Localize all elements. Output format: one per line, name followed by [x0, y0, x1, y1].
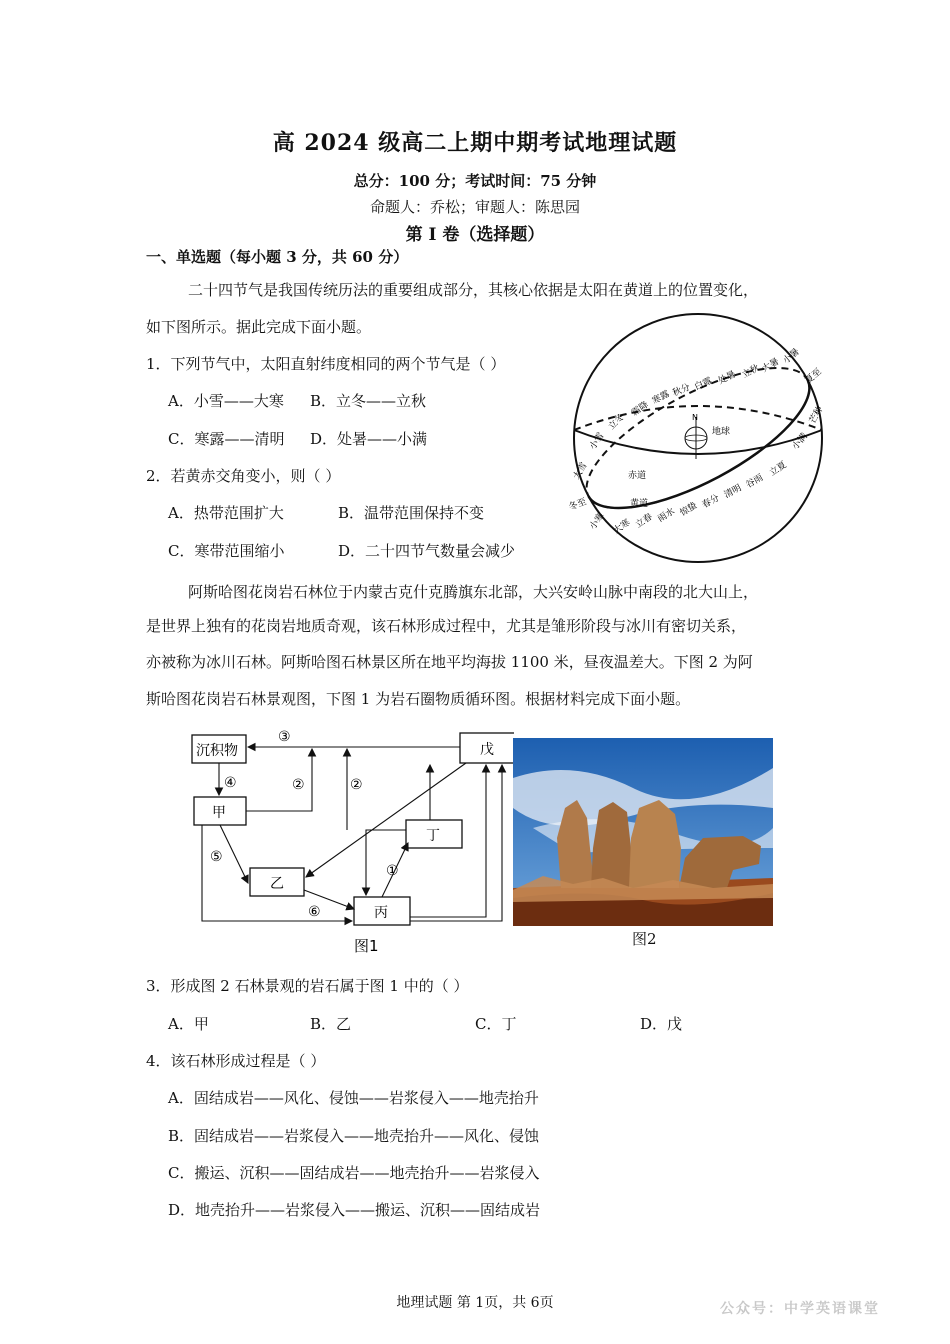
q1-option-b[interactable]: B．立冬——立秋	[310, 392, 427, 410]
term-chunfen: 春分	[700, 493, 722, 511]
authors: 命题人：乔松；审题人：陈思园	[369, 198, 580, 216]
label-n3: ③	[278, 729, 291, 745]
term-dongzhi: 冬至	[567, 497, 588, 513]
passage1-line2: 如下图所示。据此完成下面小题。	[146, 318, 372, 336]
q4-option-a[interactable]: A．固结成岩——风化、侵蚀——岩浆侵入——地壳抬升	[168, 1089, 539, 1107]
rock-cycle-diagram	[184, 725, 514, 960]
watermark: 公众号：中学英语课堂	[720, 1301, 880, 1317]
q3-option-c[interactable]: C．丁	[475, 1015, 517, 1033]
term-dahan: 大寒	[611, 517, 633, 537]
term-dashu: 大暑	[760, 356, 782, 375]
term-xiaoman: 小满	[790, 431, 810, 452]
label-n6: ⑥	[308, 904, 321, 920]
page-footer: 地理试题 第 1页，共 6页	[396, 1295, 554, 1311]
term-liqiu: 立秋	[740, 363, 762, 381]
fig2-caption: 图2	[632, 930, 657, 948]
label-sediment: 沉积物	[196, 743, 238, 759]
q1-option-a[interactable]: A．小雪——大寒	[168, 392, 284, 410]
term-qingming: 清明	[722, 483, 744, 501]
label-ding: 丁	[426, 828, 440, 844]
term-qiufen: 秋分	[671, 382, 692, 399]
term-lichun: 立春	[634, 512, 655, 531]
q2-option-b[interactable]: B．温带范围保持不变	[338, 504, 485, 522]
label-n2b: ②	[350, 777, 363, 793]
q3-option-a[interactable]: A．甲	[168, 1015, 209, 1033]
term-xiaoshu: 小暑	[781, 347, 802, 367]
label-n1: ①	[386, 863, 399, 879]
passage2-line1: 阿斯哈图花岗岩石林位于内蒙古克什克腾旗东北部，大兴安岭山脉中南段的北大山上，	[188, 583, 759, 601]
stone-forest-photo	[513, 738, 773, 926]
north-label: N	[692, 413, 698, 422]
label-yi: 乙	[270, 876, 284, 892]
q1-option-c[interactable]: C．寒露——清明	[168, 430, 285, 448]
q4-option-c[interactable]: C．搬运、沉积——固结成岩——地壳抬升——岩浆侵入	[168, 1164, 540, 1182]
term-chushu: 处暑	[716, 369, 738, 387]
q3-option-b[interactable]: B．乙	[310, 1015, 352, 1033]
label-bing: 丙	[374, 905, 388, 921]
passage2-line4: 斯哈图花岗岩石林景观图，下图 1 为岩石圈物质循环图。根据材料完成下面小题。	[146, 690, 691, 708]
term-mangzhong: 芒种	[807, 404, 826, 426]
label-wu: 戊	[480, 742, 494, 758]
q4-option-d[interactable]: D．地壳抬升——岩浆侵入——搬运、沉积——固结成岩	[168, 1201, 541, 1219]
term-yushui: 雨水	[656, 506, 677, 525]
equator-label: 赤道	[628, 471, 647, 481]
exam-title: 高 2024 级高二上期中期考试地理试题	[272, 130, 678, 156]
term-hanlu: 寒露	[650, 389, 672, 407]
ecliptic-label: 黄道	[630, 499, 649, 509]
label-n5: ⑤	[210, 849, 223, 865]
passage2-line3: 亦被称为冰川石林。阿斯哈图石林景区所在地平均海拔 1100 米，昼夜温差大。下图 2 为阿	[146, 653, 753, 671]
q3-stem: 3．形成图 2 石林景观的岩石属于图 1 中的（ ）	[146, 977, 469, 995]
q3-option-d[interactable]: D．戊	[640, 1015, 683, 1033]
passage1-line1: 二十四节气是我国传统历法的重要组成部分，其核心依据是太阳在黄道上的位置变化，	[188, 281, 759, 299]
earth-label: 地球	[712, 427, 731, 437]
q1-stem: 1．下列节气中，太阳直射纬度相同的两个节气是（ ）	[146, 355, 506, 373]
label-n2a: ②	[292, 777, 305, 793]
q4-stem: 4．该石林形成过程是（ ）	[146, 1052, 326, 1070]
term-shuangjiang: 霜降	[630, 400, 651, 419]
q2-option-d[interactable]: D．二十四节气数量会减少	[338, 542, 516, 560]
q2-stem: 2．若黄赤交角变小，则（ ）	[146, 467, 341, 485]
term-xiaoxue: 小雪	[588, 431, 607, 452]
term-bailu: 白露	[693, 376, 714, 393]
q2-option-c[interactable]: C．寒带范围缩小	[168, 542, 285, 560]
term-lixia: 立夏	[768, 460, 789, 479]
term-jingzhe: 惊蛰	[678, 500, 700, 519]
fig1-caption: 图1	[354, 937, 379, 955]
passage2-line2: 是世界上独有的花岗岩地质奇观，该石林形成过程中，尤其是雏形阶段与冰川有密切关系，	[146, 617, 747, 635]
label-n4: ④	[224, 775, 237, 791]
term-daxue: 大雪	[571, 460, 590, 482]
label-jia: 甲	[212, 805, 226, 821]
term-xiaohan: 小寒	[588, 511, 607, 532]
q2-option-a[interactable]: A．热带范围扩大	[168, 504, 284, 522]
volume-title: 第 I 卷（选择题）	[405, 225, 545, 245]
q4-option-b[interactable]: B．固结成岩——岩浆侵入——地壳抬升——风化、侵蚀	[168, 1127, 540, 1145]
section-title: 一、单选题（每小题 3 分，共 60 分）	[146, 248, 409, 266]
q1-option-d[interactable]: D．处暑——小满	[310, 430, 428, 448]
score-time: 总分：100 分；考试时间：75 分钟	[353, 172, 597, 190]
celestial-sphere-diagram	[560, 312, 840, 570]
term-lidong: 立冬	[606, 412, 627, 433]
term-guyu: 谷雨	[744, 472, 766, 491]
term-xiazhi: 夏至	[803, 367, 824, 387]
